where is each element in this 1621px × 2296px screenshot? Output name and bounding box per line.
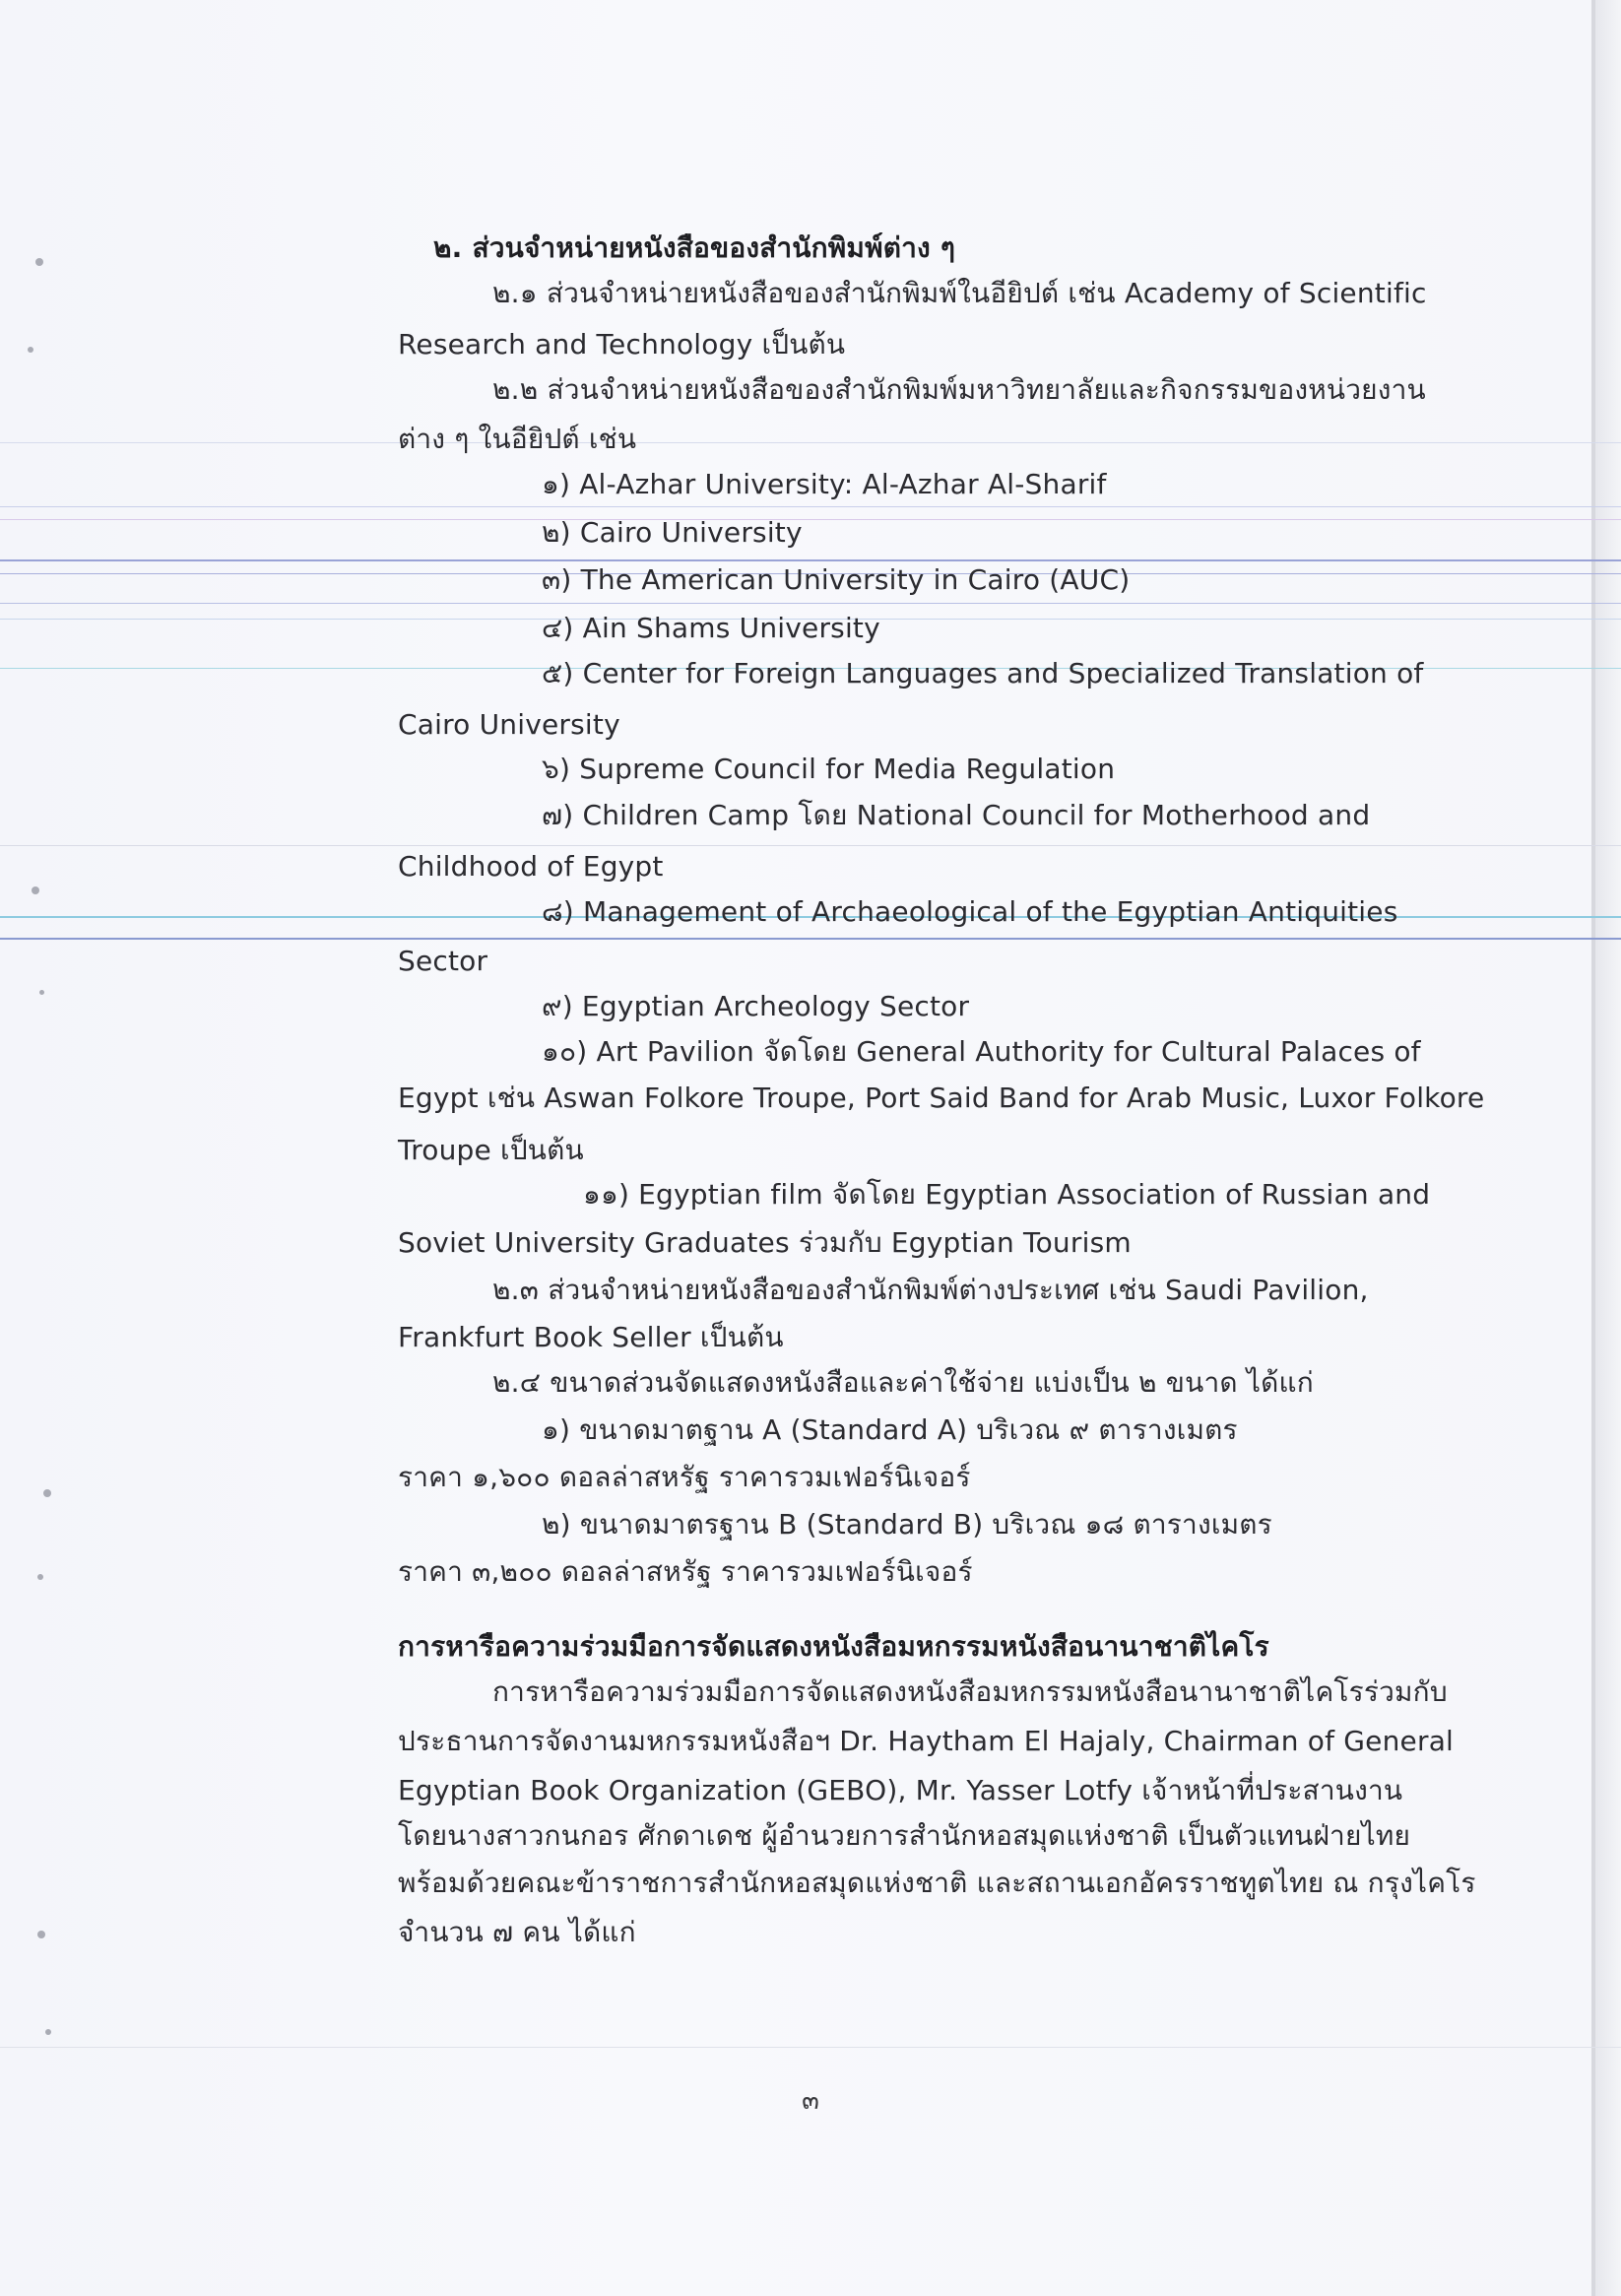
text-line: ๒.๔ ขนาดส่วนจัดแสดงหนังสือและค่าใช้จ่าย แบ่งเป็น ๒ ขนาด ได้แก่ xyxy=(492,1366,1314,1399)
scan-streak xyxy=(0,519,1621,520)
text-line: ๒.๑ ส่วนจำหน่ายหนังสือของสำนักพิมพ์ในอียิปต์ เช่น Academy of Scientific xyxy=(492,277,1427,309)
binding-mark xyxy=(37,1574,43,1580)
text-line: ๒.๓ ส่วนจำหน่ายหนังสือของสำนักพิมพ์ต่างประเทศ เช่น Saudi Pavilion, xyxy=(492,1274,1369,1306)
binding-mark xyxy=(39,990,44,995)
subheading: การหารือความร่วมมือการจัดแสดงหนังสือมหกรรมหนังสือนานาชาติไคโร xyxy=(398,1630,1269,1663)
paragraph-line: โดยนางสาวกนกอร ศักดาเดช ผู้อำนวยการสำนักหอสมุดแห่งชาติ เป็นตัวแทนฝ่ายไทย xyxy=(398,1819,1411,1852)
list-item: ๒) Cairo University xyxy=(542,516,803,549)
text-line: ราคา ๓,๒๐๐ ดอลล่าสหรัฐ ราคารวมเฟอร์นิเจอร์ xyxy=(398,1555,973,1588)
binding-mark xyxy=(37,1931,45,1938)
text-line: Soviet University Graduates ร่วมกับ Egyptian Tourism xyxy=(398,1226,1132,1259)
text-line: Troupe เป็นต้น xyxy=(398,1134,584,1166)
page-edge-shadow xyxy=(1595,0,1621,2296)
binding-mark xyxy=(43,1489,51,1497)
scan-streak xyxy=(0,559,1621,561)
list-item: ๔) Ain Shams University xyxy=(542,612,880,644)
paragraph-line: การหารือความร่วมมือการจัดแสดงหนังสือมหกรรมหนังสือนานาชาติไคโรร่วมกับ xyxy=(492,1675,1448,1708)
scan-streak xyxy=(0,845,1621,846)
list-item: ๓) The American University in Cairo (AUC) xyxy=(542,563,1131,596)
scan-streak xyxy=(0,938,1621,940)
binding-mark xyxy=(32,886,39,894)
scan-streak xyxy=(0,442,1621,443)
text-line: ต่าง ๆ ในอียิปต์ เช่น xyxy=(398,423,637,455)
text-line: Frankfurt Book Seller เป็นต้น xyxy=(398,1321,784,1353)
text-line: Research and Technology เป็นต้น xyxy=(398,328,846,361)
list-item: ๙) Egyptian Archeology Sector xyxy=(542,990,970,1022)
text-line: ราคา ๑,๖๐๐ ดอลล่าสหรัฐ ราคารวมเฟอร์นิเจอร์ xyxy=(398,1461,971,1493)
binding-mark xyxy=(45,2029,51,2035)
binding-mark xyxy=(28,347,33,353)
scan-streak xyxy=(0,2047,1621,2048)
list-item: ๒) ขนาดมาตรฐาน B (Standard B) บริเวณ ๑๘ ตารางเมตร xyxy=(542,1508,1272,1541)
list-item: ๑) ขนาดมาตฐาน A (Standard A) บริเวณ ๙ ตารางเมตร xyxy=(542,1413,1238,1446)
list-item: ๑๐) Art Pavilion จัดโดย General Authority for Cultural Palaces of xyxy=(542,1035,1421,1068)
list-item: ๑) Al-Azhar University: Al-Azhar Al-Sharif xyxy=(542,468,1107,500)
paragraph-line: จำนวน ๗ คน ได้แก่ xyxy=(398,1916,636,1948)
list-item: ๘) Management of Archaeological of the Egyptian Antiquities xyxy=(542,895,1398,928)
list-item: ๑๑) Egyptian film จัดโดย Egyptian Association of Russian and xyxy=(583,1178,1431,1211)
paragraph-line: พร้อมด้วยคณะข้าราชการสำนักหอสมุดแห่งชาติ และสถานเอกอัครราชทูตไทย ณ กรุงไคโร xyxy=(398,1867,1476,1899)
binding-mark xyxy=(35,258,43,266)
text-line: Egypt เช่น Aswan Folkore Troupe, Port Said Band for Arab Music, Luxor Folkore xyxy=(398,1082,1485,1114)
section-heading: ๒. ส่วนจำหน่ายหนังสือของสำนักพิมพ์ต่าง ๆ xyxy=(433,231,956,264)
list-item: ๕) Center for Foreign Languages and Specialized Translation of xyxy=(542,657,1424,689)
scan-streak xyxy=(0,506,1621,507)
scan-streak xyxy=(0,603,1621,604)
paragraph-line: ประธานการจัดงานมหกรรมหนังสือฯ Dr. Haytham El Hajaly, Chairman of General xyxy=(398,1725,1455,1757)
list-item: ๖) Supreme Council for Media Regulation xyxy=(542,753,1116,785)
page-number: ๓ xyxy=(802,2086,819,2116)
text-line: Cairo University xyxy=(398,708,620,741)
text-line: ๒.๒ ส่วนจำหน่ายหนังสือของสำนักพิมพ์มหาวิทยาลัยและกิจกรรมของหน่วยงาน xyxy=(492,373,1426,406)
text-line: Childhood of Egypt xyxy=(398,850,664,883)
paragraph-line: Egyptian Book Organization (GEBO), Mr. Yasser Lotfy เจ้าหน้าที่ประสานงาน xyxy=(398,1774,1403,1806)
text-line: Sector xyxy=(398,945,488,977)
list-item: ๗) Children Camp โดย National Council for Motherhood and xyxy=(542,799,1371,831)
